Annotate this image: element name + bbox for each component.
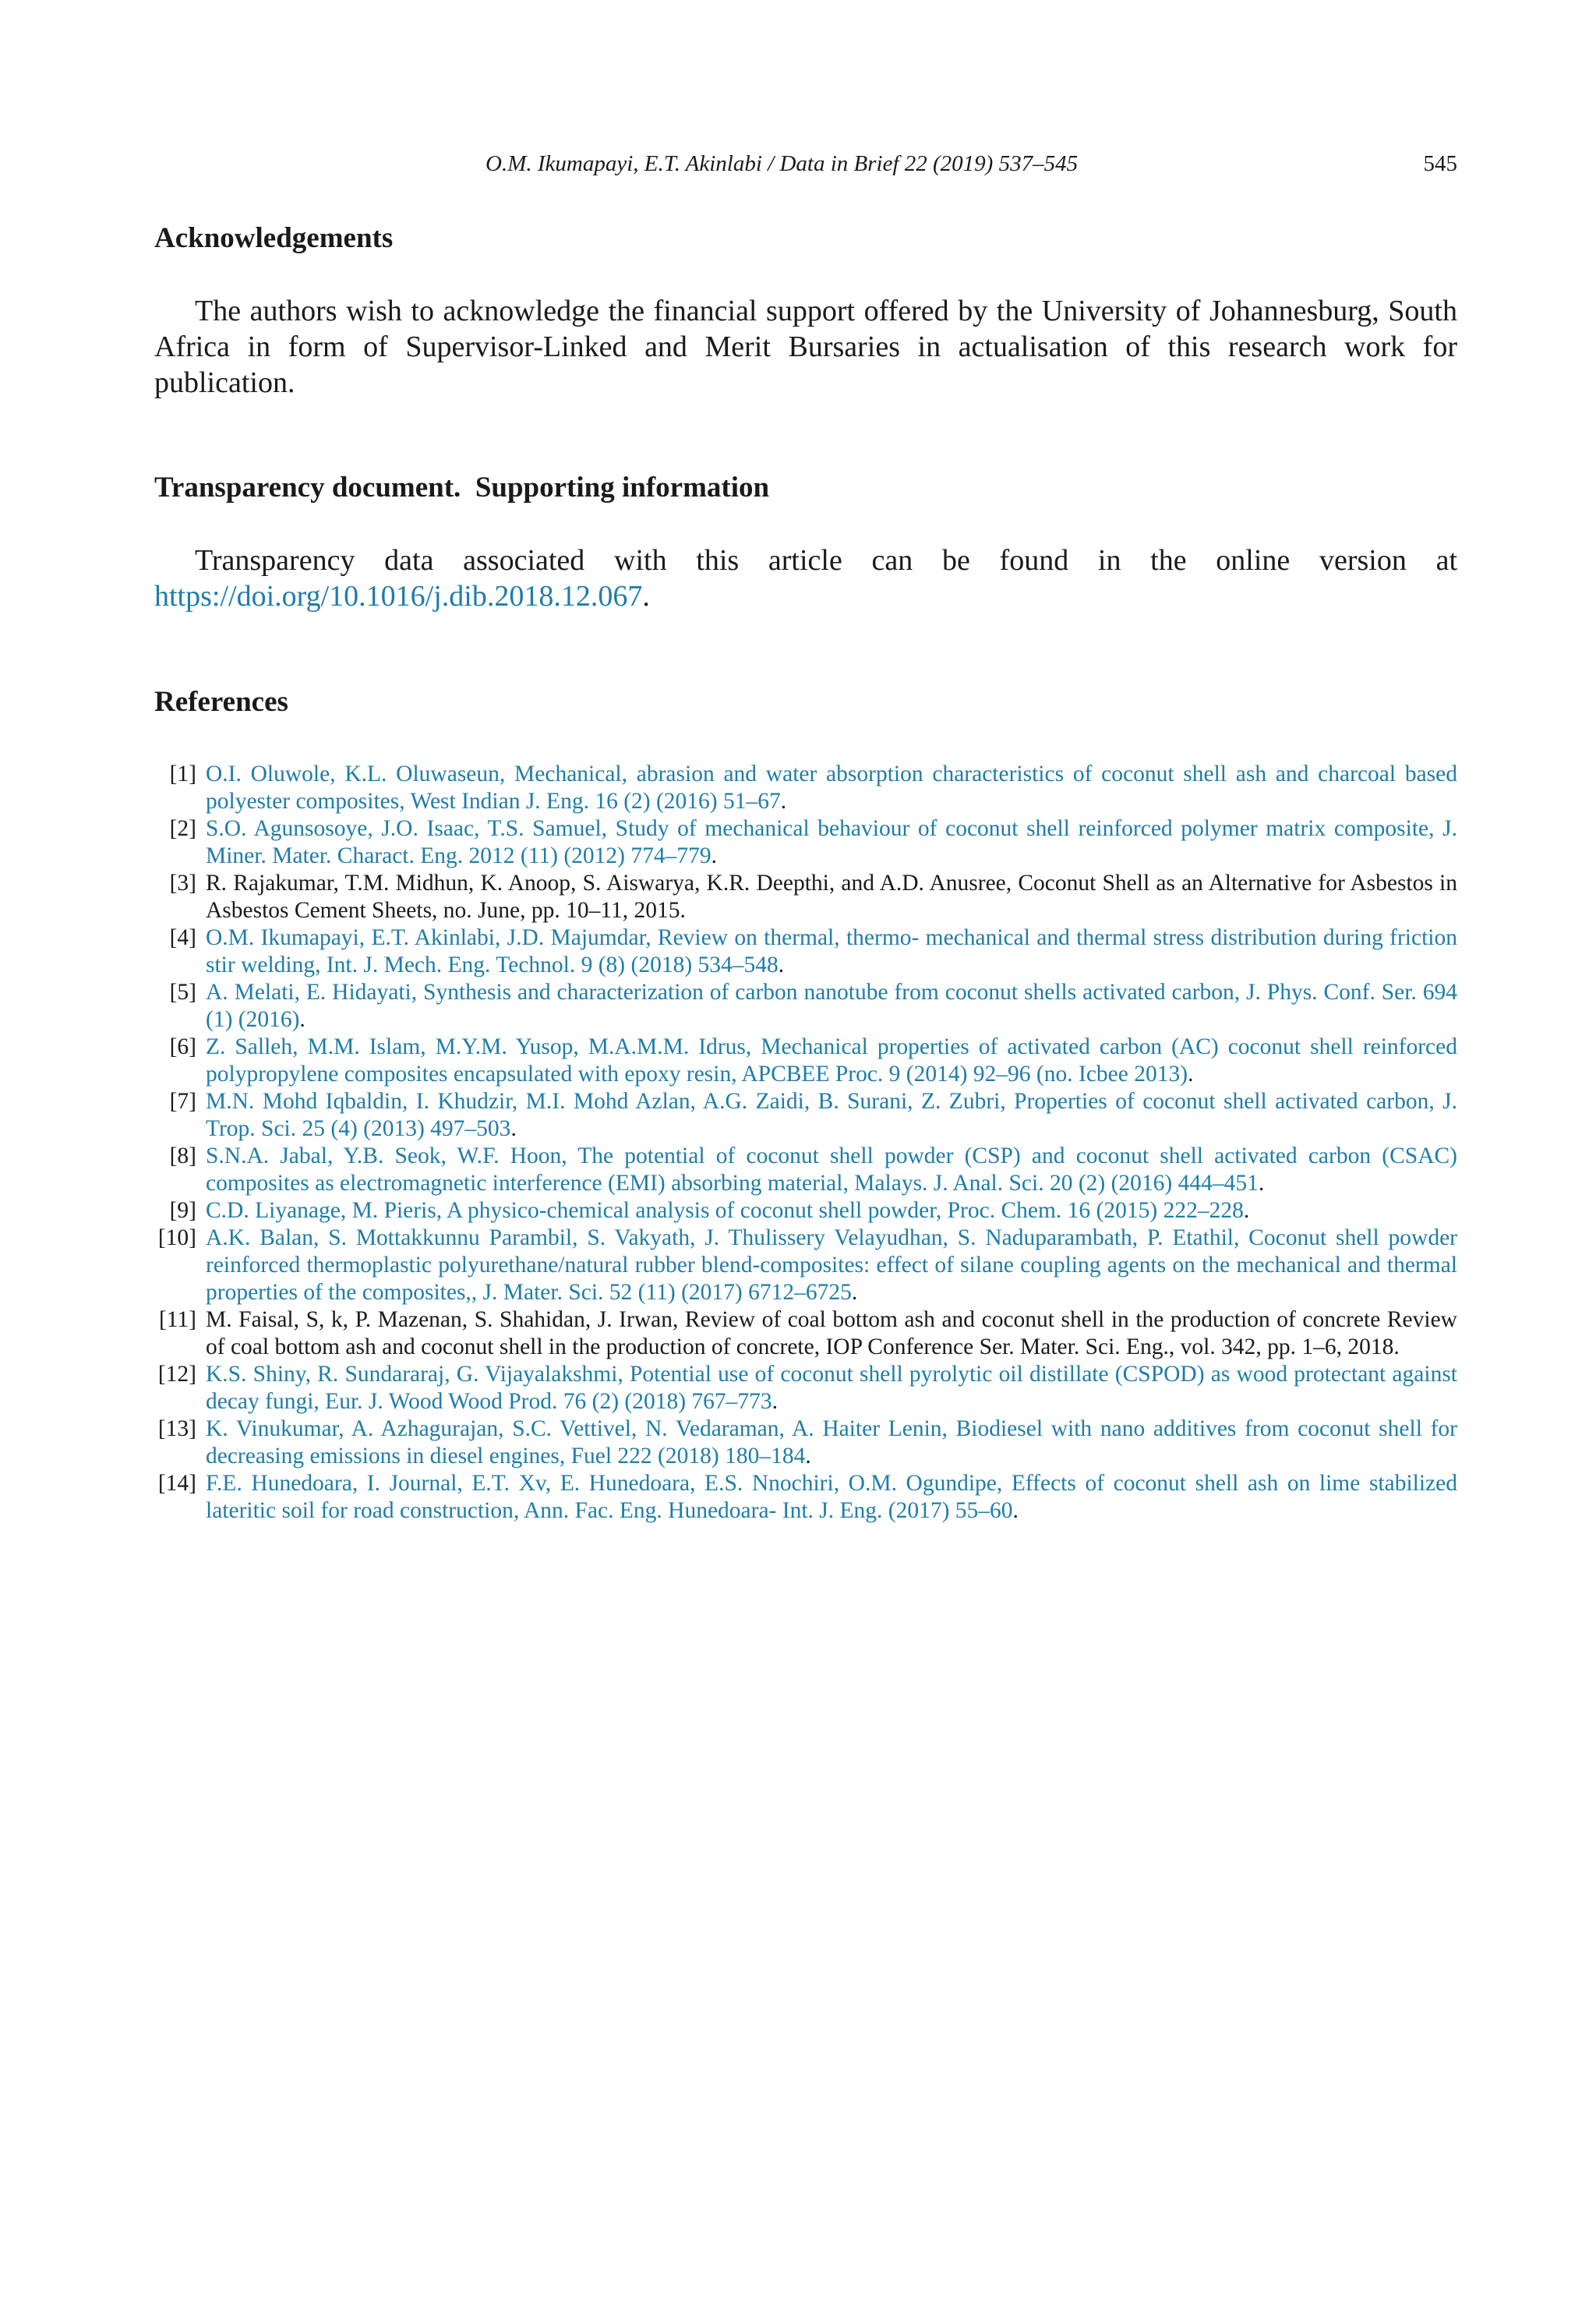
reference-end-punctuation: .	[778, 952, 785, 977]
transparency-text-lead: Transparency data associated with this article can be found in the online version at	[195, 544, 1457, 577]
reference-number: [11]	[158, 1307, 196, 1332]
reference-item	[154, 1143, 1457, 1197]
reference-end-punctuation: .	[805, 1444, 811, 1468]
reference-list	[154, 761, 1457, 1525]
reference-end-punctuation: .	[711, 843, 717, 868]
reference-number: [6]	[169, 1034, 196, 1059]
reference-link[interactable]: A.K. Balan, S. Mottakkunnu Parambil, S. Vakyath, J. Thulissery Velayudhan, S. Naduparambath, P. Etathil, Coconut shell powder reinforced thermoplastic polyurethane/natural rubber blend-composites: effect of silane coupling agents on the mechanical and thermal properties of the composites,, J. Mater. Sci. 52 (11) (2017) 6712–6725	[206, 1225, 1457, 1305]
acknowledgements-text: The authors wish to acknowledge the financial support offered by the University of Johannesburg, South Africa in form of Supervisor-Linked and Merit Bursaries in actualisation of this research work for publication.	[154, 295, 1457, 399]
reference-item	[154, 1415, 1457, 1470]
reference-number: [10]	[157, 1225, 196, 1250]
reference-item	[154, 1197, 1457, 1225]
transparency-heading-part2: Supporting information	[475, 472, 770, 504]
reference-item	[154, 815, 1457, 870]
reference-number: [5]	[169, 980, 196, 1005]
page-number: 545	[1423, 151, 1457, 176]
reference-number: [14]	[157, 1471, 196, 1496]
reference-number: [3]	[169, 871, 196, 896]
reference-end-punctuation: .	[510, 1116, 517, 1141]
transparency-heading	[154, 469, 769, 507]
reference-link[interactable]: Z. Salleh, M.M. Islam, M.Y.M. Yusop, M.A.M.M. Idrus, Mechanical properties of activated carbon (AC) coconut shell reinforced polypropylene composites encapsulated with epoxy resin, APCBEE Proc. 9 (2014) 92–96 (no. Icbee 2013)	[206, 1034, 1457, 1087]
reference-link[interactable]: O.M. Ikumapayi, E.T. Akinlabi, J.D. Majumdar, Review on thermal, thermo- mechanical and thermal stress distribution during friction stir welding, Int. J. Mech. Eng. Technol. 9 (8) (2018) 534–548	[206, 925, 1457, 977]
reference-end-punctuation: .	[780, 789, 787, 814]
reference-link[interactable]: O.I. Oluwole, K.L. Oluwaseun, Mechanical, abrasion and water absorption characteristics of coconut shell ash and charcoal based polyester composites, West Indian J. Eng. 16 (2) (2016) 51–67	[206, 762, 1457, 814]
acknowledgements-heading: Acknowledgements	[154, 222, 394, 254]
transparency-heading-part1: Transparency document.	[154, 472, 461, 504]
reference-item	[154, 870, 1457, 924]
reference-number: [7]	[169, 1089, 196, 1114]
reference-link[interactable]: K. Vinukumar, A. Azhagurajan, S.C. Vettivel, N. Vedaraman, A. Haiter Lenin, Biodiesel with nano additives from coconut shell for decreasing emissions in diesel engines, Fuel 222 (2018) 180–184	[206, 1416, 1457, 1468]
reference-item	[154, 1225, 1457, 1306]
reference-text: M. Faisal, S, k, P. Mazenan, S. Shahidan, J. Irwan, Review of coal bottom ash and coconut shell in the production of concrete Review of coal bottom ash and coconut shell in the production of concrete, IOP Conference Ser. Mater. Sci. Eng., vol. 342, pp. 1–6, 2018.	[206, 1307, 1457, 1359]
reference-number: [2]	[169, 816, 196, 841]
reference-number: [8]	[169, 1143, 196, 1168]
reference-link[interactable]: C.D. Liyanage, M. Pieris, A physico-chemical analysis of coconut shell powder, Proc. Chem. 16 (2015) 222–228	[206, 1198, 1244, 1223]
reference-end-punctuation: .	[1188, 1062, 1194, 1087]
journal-citation: O.M. Ikumapayi, E.T. Akinlabi / Data in Brief 22 (2019) 537–545	[486, 151, 1079, 176]
doi-link[interactable]: https://doi.org/10.1016/j.dib.2018.12.067	[154, 580, 643, 613]
reference-link[interactable]: F.E. Hunedoara, I. Journal, E.T. Xv, E. Hunedoara, E.S. Nnochiri, O.M. Ogundipe, Effects of coconut shell ash on lime stabilized lateritic soil for road construction, Ann. Fac. Eng. Hunedoara- Int. J. Eng. (2017) 55–60	[206, 1471, 1457, 1523]
references-heading: References	[154, 686, 288, 718]
reference-link[interactable]: S.O. Agunsosoye, J.O. Isaac, T.S. Samuel, Study of mechanical behaviour of coconut shell reinforced polymer matrix composite, J. Miner. Mater. Charact. Eng. 2012 (11) (2012) 774–779	[206, 816, 1457, 868]
reference-item	[154, 924, 1457, 979]
reference-item	[154, 1306, 1457, 1361]
reference-text: R. Rajakumar, T.M. Midhun, K. Anoop, S. Aiswarya, K.R. Deepthi, and A.D. Anusree, Coconut Shell as an Alternative for Asbestos in Asbestos Cement Sheets, no. June, pp. 10–11, 2015.	[206, 871, 1457, 923]
reference-end-punctuation: .	[772, 1389, 779, 1414]
reference-number: [9]	[169, 1198, 196, 1223]
reference-number: [12]	[157, 1362, 196, 1387]
reference-end-punctuation: .	[1258, 1171, 1265, 1196]
reference-link[interactable]: A. Melati, E. Hidayati, Synthesis and characterization of carbon nanotube from coconut shells activated carbon, J. Phys. Conf. Ser. 694 (1) (2016)	[206, 980, 1457, 1032]
reference-item	[154, 979, 1457, 1034]
transparency-text-end: .	[642, 580, 650, 613]
reference-item	[154, 1470, 1457, 1525]
reference-end-punctuation: .	[1012, 1498, 1019, 1523]
reference-link[interactable]: M.N. Mohd Iqbaldin, I. Khudzir, M.I. Mohd Azlan, A.G. Zaidi, B. Surani, Z. Zubri, Properties of coconut shell activated carbon, J. Trop. Sci. 25 (4) (2013) 497–503	[206, 1089, 1457, 1141]
reference-number: [13]	[157, 1416, 196, 1441]
reference-item	[154, 761, 1457, 815]
reference-item	[154, 1034, 1457, 1088]
reference-link[interactable]: K.S. Shiny, R. Sundararaj, G. Vijayalakshmi, Potential use of coconut shell pyrolytic oil distillate (CSPOD) as wood protectant against decay fungi, Eur. J. Wood Wood Prod. 76 (2) (2018) 767–773	[206, 1362, 1457, 1414]
transparency-text	[154, 543, 1457, 614]
reference-end-punctuation: .	[299, 1007, 305, 1032]
reference-number: [1]	[169, 762, 196, 786]
reference-item	[154, 1361, 1457, 1415]
reference-link[interactable]: S.N.A. Jabal, Y.B. Seok, W.F. Hoon, The potential of coconut shell powder (CSP) and coconut shell activated carbon (CSAC) composites as electromagnetic interference (EMI) absorbing material, Malays. J. Anal. Sci. 20 (2) (2016) 444–451	[206, 1143, 1457, 1196]
reference-number: [4]	[169, 925, 196, 950]
reference-item	[154, 1088, 1457, 1143]
reference-end-punctuation: .	[1243, 1198, 1250, 1223]
reference-end-punctuation: .	[851, 1280, 858, 1305]
